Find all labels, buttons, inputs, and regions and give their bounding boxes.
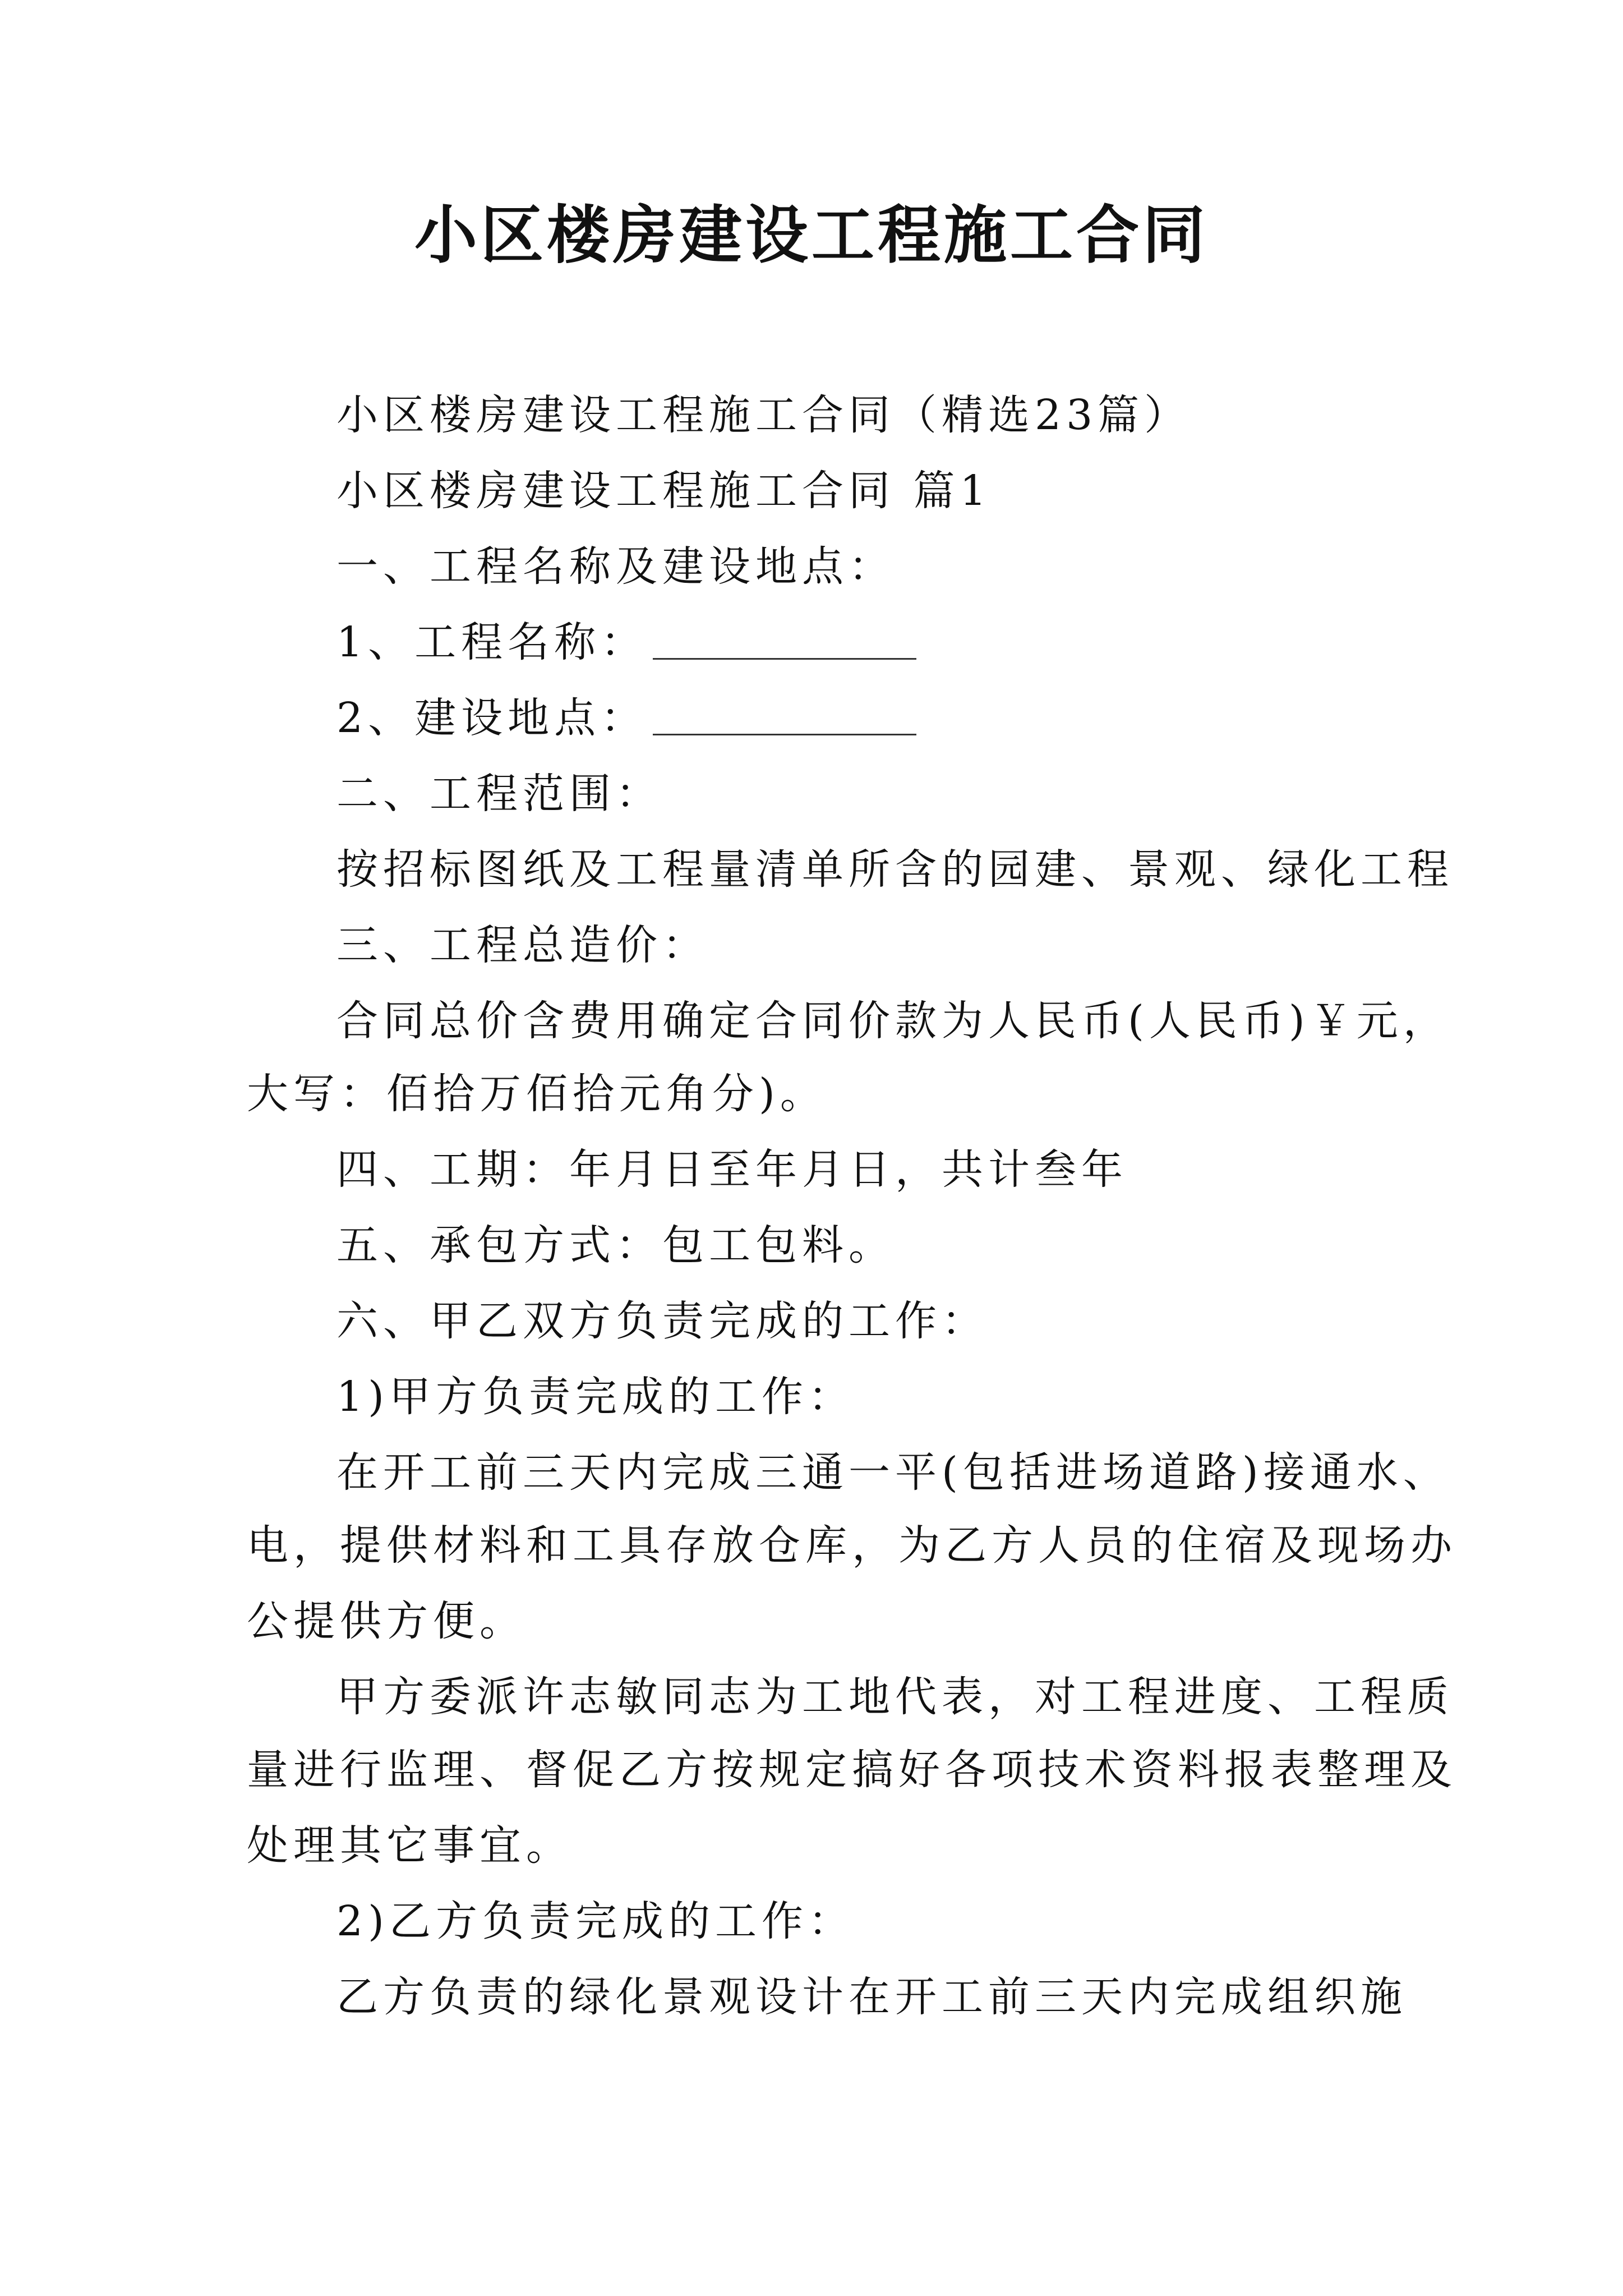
subtitle-part-1: 小区楼房建设工程施工合同 篇1 bbox=[336, 467, 992, 515]
construction-site-blank bbox=[653, 700, 916, 735]
party-a-heading: 1)甲方负责完成的工作： bbox=[336, 1373, 855, 1421]
construction-site-line bbox=[336, 690, 916, 746]
party-b-text-1: 乙方负责的绿化景观设计在开工前三天内完成组织施 bbox=[336, 1973, 1407, 2021]
party-a-text-3: 公提供方便。 bbox=[247, 1597, 526, 1645]
project-name-blank bbox=[653, 624, 916, 660]
party-a-rep-text-3: 处理其它事宜。 bbox=[247, 1821, 573, 1870]
party-b-heading: 2)乙方负责完成的工作： bbox=[336, 1897, 855, 1945]
price-text-2: 大写：佰拾万佰拾元角分)。 bbox=[247, 1070, 827, 1118]
document-title: 小区楼房建设工程施工合同 bbox=[414, 199, 1209, 272]
party-a-text-1: 在开工前三天内完成三通一平(包括进场道路)接通水、 bbox=[336, 1448, 1450, 1497]
scope-text: 按招标图纸及工程量清单所含的园建、景观、绿化工程 bbox=[336, 845, 1454, 894]
party-a-rep-text-1: 甲方委派许志敏同志为工地代表，对工程进度、工程质 bbox=[336, 1673, 1454, 1721]
section-5-contract-mode: 五、承包方式：包工包料。 bbox=[336, 1221, 895, 1269]
subtitle-collection: 小区楼房建设工程施工合同（精选23篇） bbox=[336, 391, 1191, 439]
price-text-1: 合同总价含费用确定合同价款为人民币(人民币)￥元， bbox=[336, 997, 1450, 1045]
project-name-line bbox=[336, 614, 916, 670]
project-name-label: 1、工程名称： bbox=[336, 618, 648, 666]
construction-site-label: 2、建设地点： bbox=[336, 694, 648, 742]
party-a-rep-text-2: 量进行监理、督促乙方按规定搞好各项技术资料报表整理及 bbox=[247, 1746, 1457, 1794]
section-3-heading: 三、工程总造价： bbox=[336, 921, 709, 969]
section-2-heading: 二、工程范围： bbox=[336, 770, 662, 818]
section-6-heading: 六、甲乙双方负责完成的工作： bbox=[336, 1297, 988, 1345]
section-1-heading: 一、工程名称及建设地点： bbox=[336, 542, 895, 591]
section-4-period: 四、工期：年月日至年月日，共计叁年 bbox=[336, 1145, 1128, 1194]
party-a-text-2: 电，提供材料和工具存放仓库，为乙方人员的住宿及现场办 bbox=[247, 1521, 1457, 1570]
